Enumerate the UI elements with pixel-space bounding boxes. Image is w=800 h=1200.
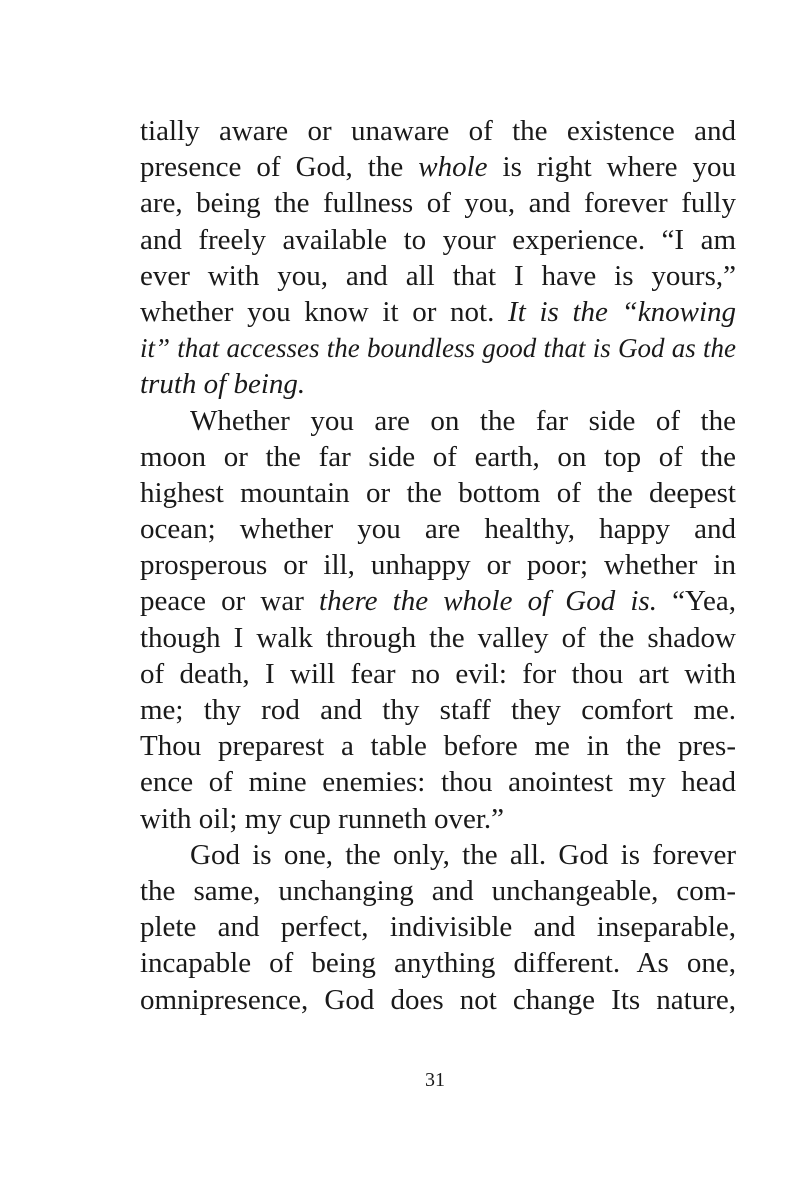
text-line: ocean; whether you are healthy, happy and <box>140 513 736 546</box>
text-line: Thou preparest a table before me in the pres- <box>140 730 736 763</box>
text-line: it” that accesses the boundless good that is God as the <box>140 333 736 364</box>
text-line: though I walk through the valley of the shadow <box>140 621 736 654</box>
text-line: peace or war there the whole of God is. “Yea, <box>140 585 737 618</box>
body-text <box>140 113 736 1018</box>
text-line: plete and perfect, indivisible and inseparable, <box>140 911 736 944</box>
page-number: 31 <box>425 1069 445 1091</box>
text-line: God is one, the only, the all. God is forever <box>190 838 736 871</box>
text-line: whether you know it or not. It is the “knowing <box>140 295 736 328</box>
text-line: moon or the far side of earth, on top of the <box>140 440 736 473</box>
text-line: omnipresence, God does not change Its nature, <box>140 983 736 1016</box>
text-line: with oil; my cup runneth over.” <box>140 802 505 835</box>
text-line: of death, I will fear no evil: for thou art with <box>140 657 736 690</box>
text-line: the same, unchanging and unchangeable, com- <box>140 874 736 907</box>
text-line: Whether you are on the far side of the <box>190 404 736 437</box>
text-line: ence of mine enemies: thou anointest my head <box>140 766 736 799</box>
text-line: are, being the fullness of you, and forever fully <box>140 187 736 220</box>
text-line: highest mountain or the bottom of the deepest <box>140 476 736 509</box>
text-line: me; thy rod and thy staff they comfort me. <box>140 694 736 726</box>
text-line: tially aware or unaware of the existence and <box>140 115 736 147</box>
text-line: presence of God, the whole is right where you <box>140 151 736 184</box>
text-line: and freely available to your experience. “I am <box>140 223 736 256</box>
text-line: truth of being. <box>140 368 306 401</box>
text-line: prosperous or ill, unhappy or poor; whether in <box>140 549 736 582</box>
text-line: ever with you, and all that I have is yours,” <box>140 259 736 292</box>
text-line: incapable of being anything different. As one, <box>140 947 736 980</box>
